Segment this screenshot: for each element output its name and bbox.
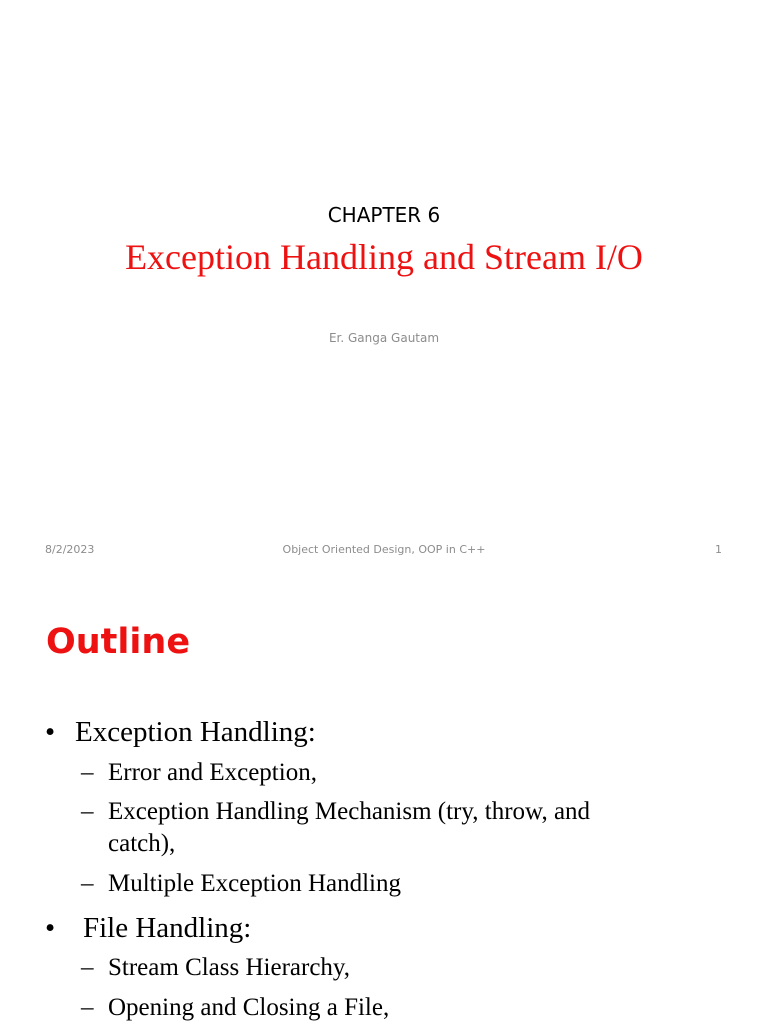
bullet-icon: • bbox=[45, 716, 56, 748]
outline-title: Outline bbox=[46, 622, 191, 662]
author-name: Er. Ganga Gautam bbox=[328, 331, 440, 345]
chapter-label: CHAPTER 6 bbox=[327, 203, 441, 227]
list-item: Multiple Exception Handling bbox=[108, 870, 402, 897]
dash-icon: – bbox=[81, 759, 94, 786]
section-heading: Exception Handling: bbox=[75, 716, 316, 748]
list-item: Exception Handling Mechanism (try, throw, and bbox=[108, 798, 591, 825]
dash-icon: – bbox=[81, 870, 94, 897]
list-item-continuation: catch), bbox=[108, 830, 176, 857]
footer-course-name: Object Oriented Design, OOP in C++ bbox=[282, 543, 486, 556]
list-item: Error and Exception, bbox=[108, 759, 317, 786]
outline-list bbox=[0, 576, 768, 1024]
dash-icon: – bbox=[81, 798, 94, 825]
dash-icon: – bbox=[81, 954, 94, 981]
list-item: Stream Class Hierarchy, bbox=[108, 954, 351, 981]
outline-slide bbox=[0, 576, 768, 1024]
section-heading: File Handling: bbox=[83, 912, 252, 944]
list-item: Opening and Closing a File, bbox=[108, 994, 390, 1021]
footer-page-number: 1 bbox=[715, 543, 722, 556]
bullet-icon: • bbox=[45, 912, 56, 944]
chapter-title: Exception Handling and Stream I/O bbox=[125, 237, 643, 277]
dash-icon: – bbox=[81, 994, 94, 1021]
footer-date: 8/2/2023 bbox=[45, 543, 95, 556]
